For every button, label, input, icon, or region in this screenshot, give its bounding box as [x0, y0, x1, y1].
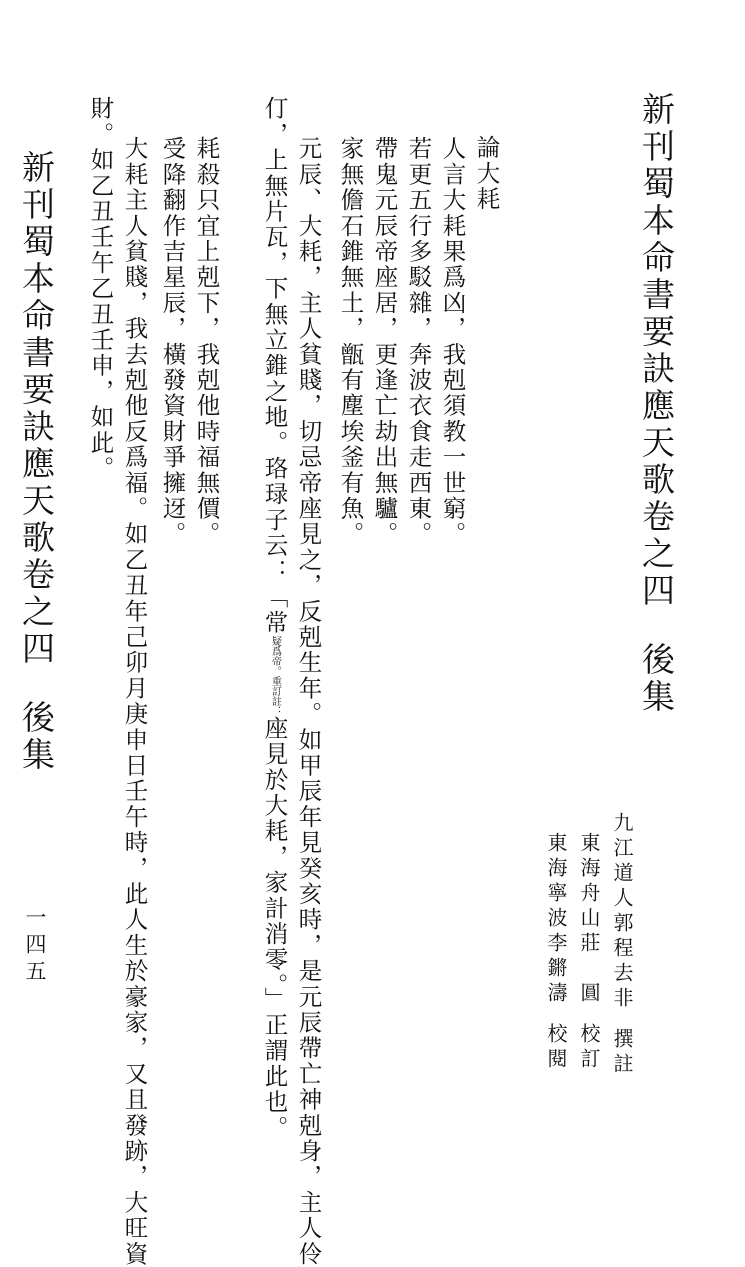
credit-proofreader: 東海寧波李鏘濤校閱	[544, 832, 568, 1073]
commentary-line: 仃，上無片瓦，下無立錐之地。珞琭子云：「常 重訂註： 疑爲帝。 座見於大耗，家計消零。」正謂此也。	[260, 96, 289, 1141]
header-title	[637, 92, 676, 716]
editor-note: 重訂註： 疑爲帝。	[269, 635, 281, 716]
verse-line: 耗殺只宜上剋下，我剋他時福無價。	[192, 136, 221, 548]
verse-line: 若更五行多駁雜，奔波衣食走西東。	[404, 136, 433, 548]
verse-line: 受降翻作吉星辰，橫發資財爭擁迓。	[158, 136, 187, 548]
commentary-line: 大耗主人貧賤，我去剋他反爲福。如乙丑年己卯月庚申日壬午時，此人生於豪家，又且發跡，大旺資	[120, 136, 149, 1267]
footer-title-suffix: 後集	[17, 700, 56, 774]
section-title: 論大耗	[472, 135, 501, 213]
credit-reviser: 東海舟山莊 圓校訂	[577, 832, 601, 1073]
verse-line: 人言大耗果爲凶，我剋須教一世窮。	[438, 136, 467, 548]
footer-title	[17, 150, 56, 774]
footer-title-main: 新刊蜀本命書要訣應天歌卷之四	[17, 150, 56, 668]
page-number: 一四五	[23, 906, 47, 987]
credit-author: 九江道人郭程去非撰註	[610, 812, 634, 1078]
header-title-main: 新刊蜀本命書要訣應天歌卷之四	[637, 92, 676, 610]
verse-line: 家無儋石錐無土，甑有塵埃釜有魚。	[336, 136, 365, 548]
header-title-suffix: 後集	[637, 642, 676, 716]
verse-line: 帶鬼元辰帝座居，更逢亡劫出無驢。	[370, 136, 399, 548]
commentary-line: 財。如乙丑壬午乙丑壬申，如此。	[86, 96, 115, 482]
commentary-line: 元辰、大耗，主人貧賤，切忌帝座見之，反剋生年。如甲辰年見癸亥時，是元辰帶亡神剋身，主人伶	[294, 136, 323, 1267]
